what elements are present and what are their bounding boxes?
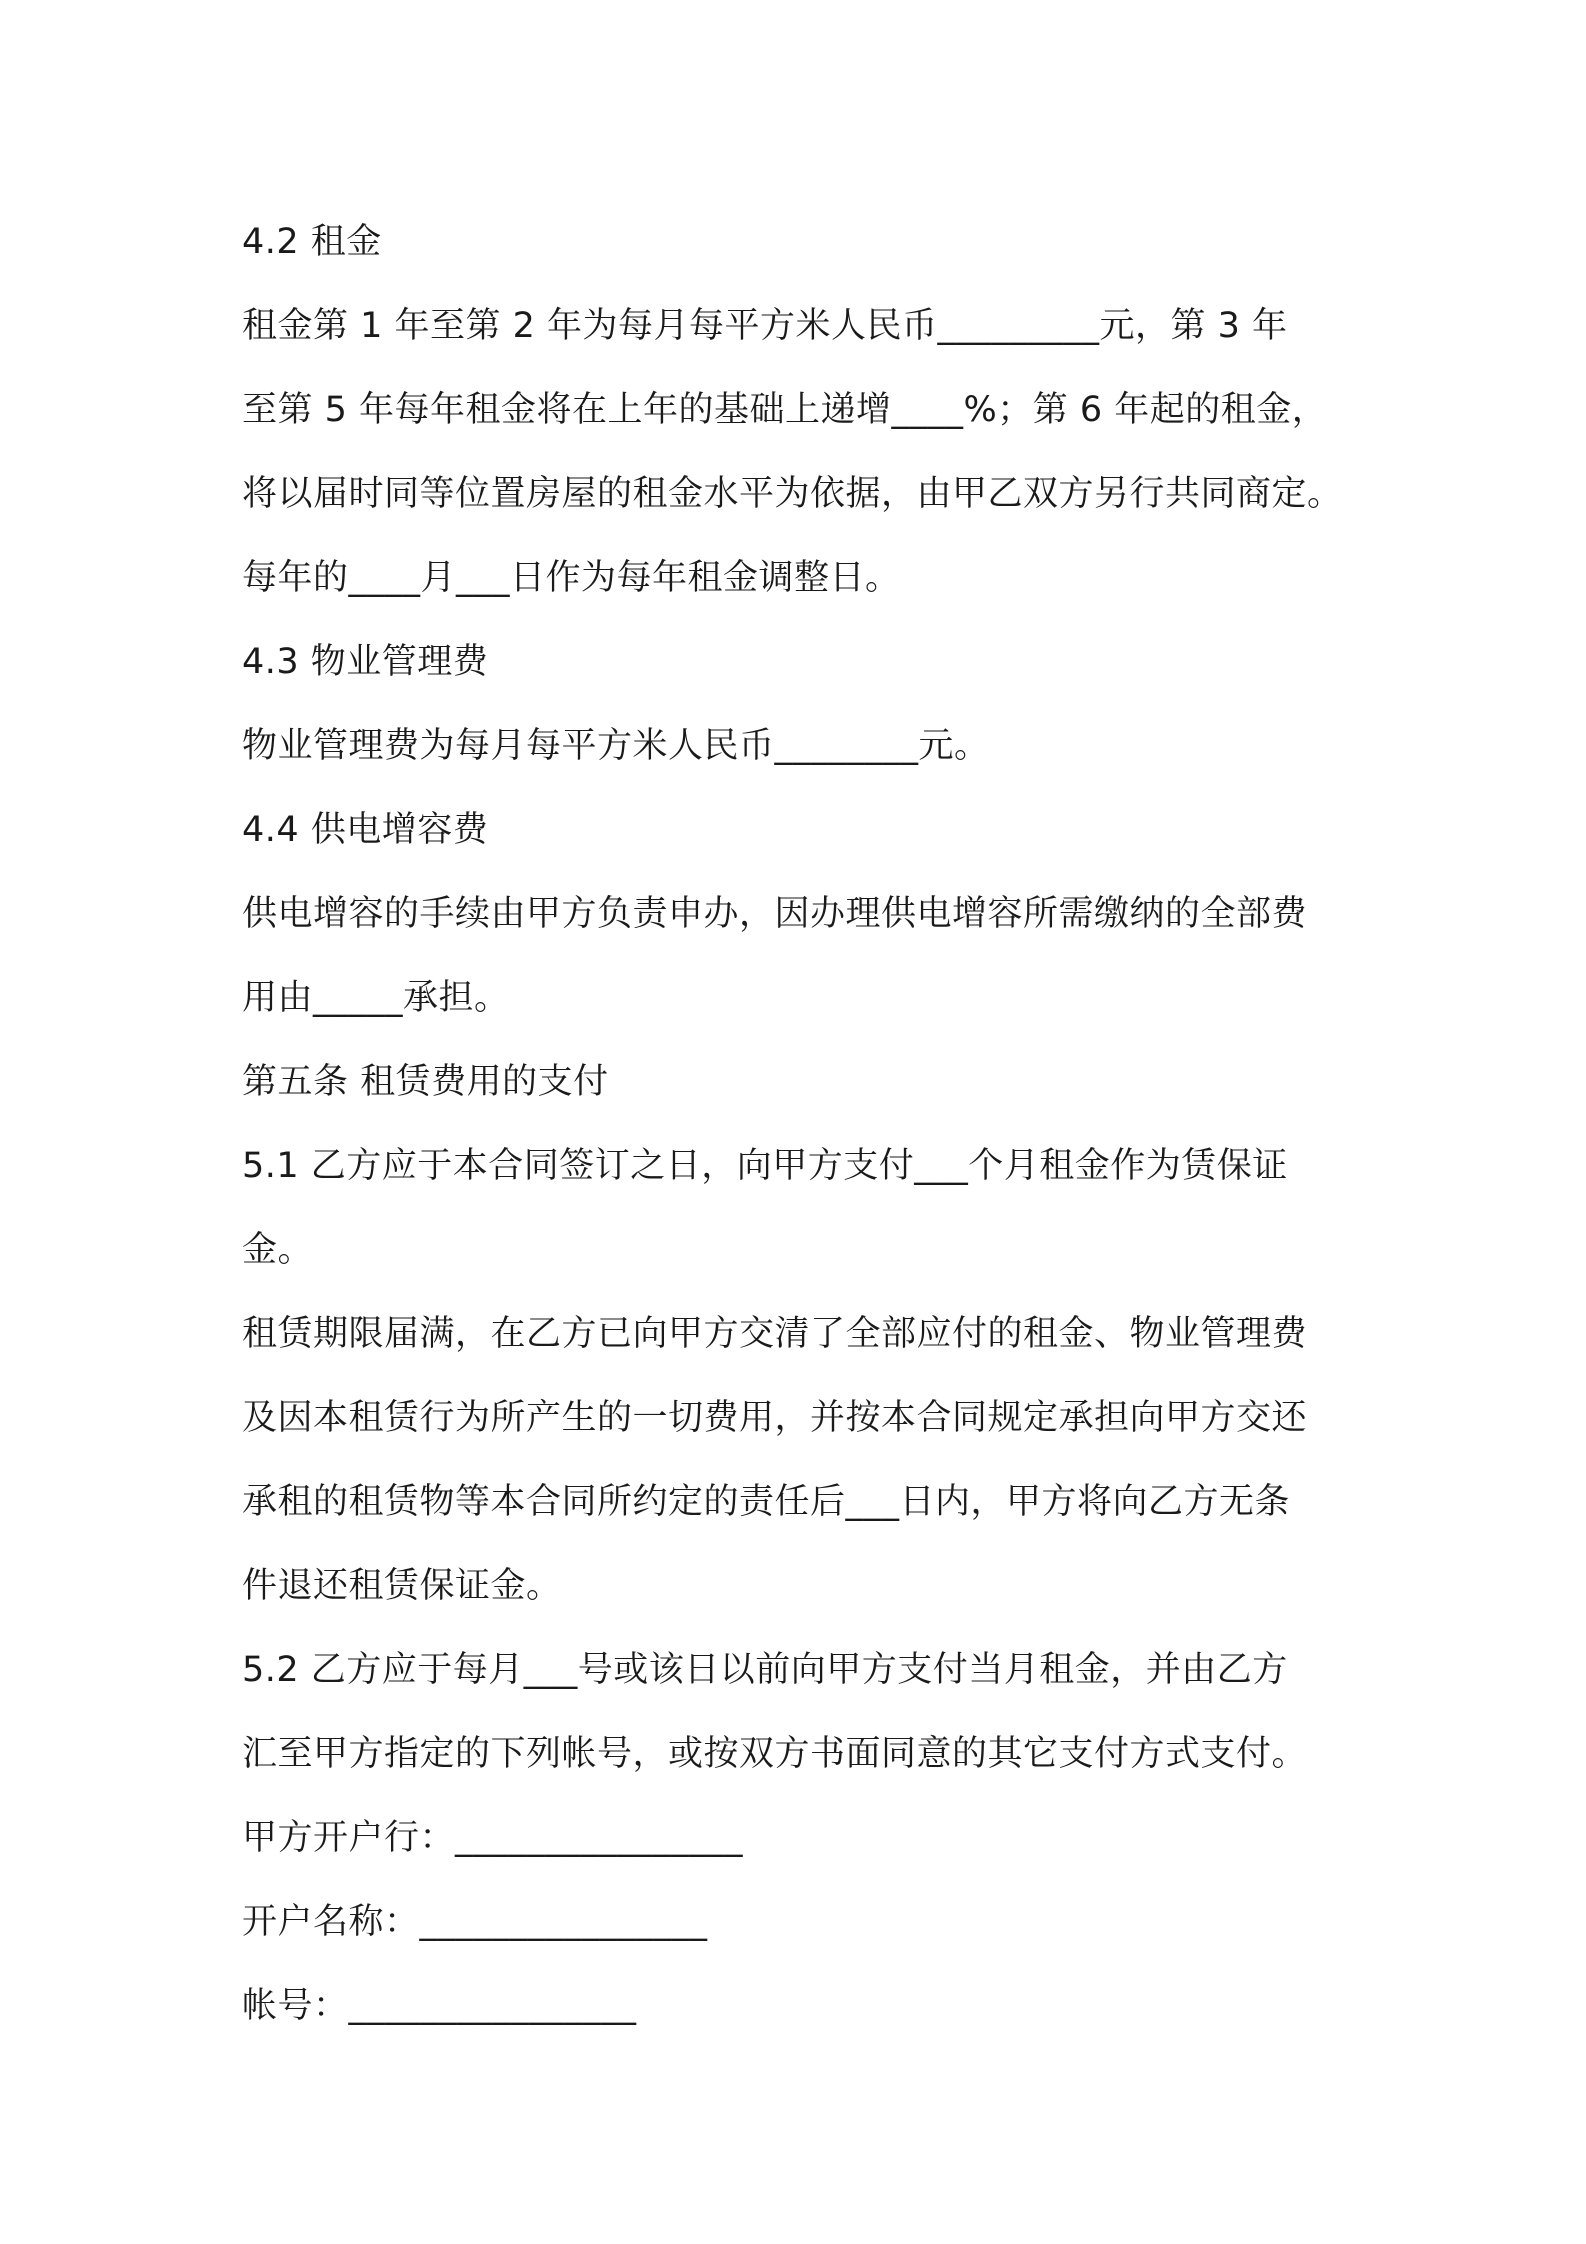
paragraph-line: 金。: [242, 1230, 314, 1270]
paragraph-line: 件退还租赁保证金。: [242, 1566, 562, 1606]
paragraph-line: 供电增容的手续由甲方负责申办，因办理供电增容所需缴纳的全部费: [242, 894, 1308, 934]
paragraph-line: 及因本租赁行为所产生的一切费用，并按本合同规定承担向甲方交还: [242, 1398, 1308, 1438]
paragraph-line: 租赁期限届满，在乙方已向甲方交清了全部应付的租金、物业管理费: [242, 1314, 1308, 1354]
paragraph-line: 将以届时同等位置房屋的租金水平为依据，由甲乙双方另行共同商定。: [242, 474, 1343, 514]
contract-page: [242, 200, 1372, 2048]
section-heading-rent: 4.2 租金: [242, 222, 382, 262]
account-number-field-line: 帐号：________________: [242, 1986, 637, 2026]
article-heading-payment: 第五条 租赁费用的支付: [242, 1062, 609, 1102]
section-heading-property-fee: 4.3 物业管理费: [242, 642, 489, 682]
paragraph-line: 至第 5 年每年租金将在上年的基础上递增____%；第 6 年起的租金，: [242, 390, 1328, 430]
paragraph-line: 物业管理费为每月每平方米人民币________元。: [242, 726, 990, 766]
paragraph-line: 每年的____月___日作为每年租金调整日。: [242, 558, 901, 598]
paragraph-line: 承租的租赁物等本合同所约定的责任后___日内，甲方将向乙方无条: [242, 1482, 1291, 1522]
bank-field-line: 甲方开户行：________________: [242, 1818, 744, 1858]
account-name-field-line: 开户名称：________________: [242, 1902, 708, 1942]
paragraph-line: 用由_____承担。: [242, 978, 510, 1018]
paragraph-line: 5.2 乙方应于每月___号或该日以前向甲方支付当月租金，并由乙方: [242, 1650, 1288, 1690]
section-heading-power-fee: 4.4 供电增容费: [242, 810, 489, 850]
paragraph-line: 汇至甲方指定的下列帐号，或按双方书面同意的其它支付方式支付。: [242, 1734, 1308, 1774]
paragraph-line: 5.1 乙方应于本合同签订之日，向甲方支付___个月租金作为赁保证: [242, 1146, 1288, 1186]
paragraph-line: 租金第 1 年至第 2 年为每月每平方米人民币_________元，第 3 年: [242, 306, 1288, 346]
